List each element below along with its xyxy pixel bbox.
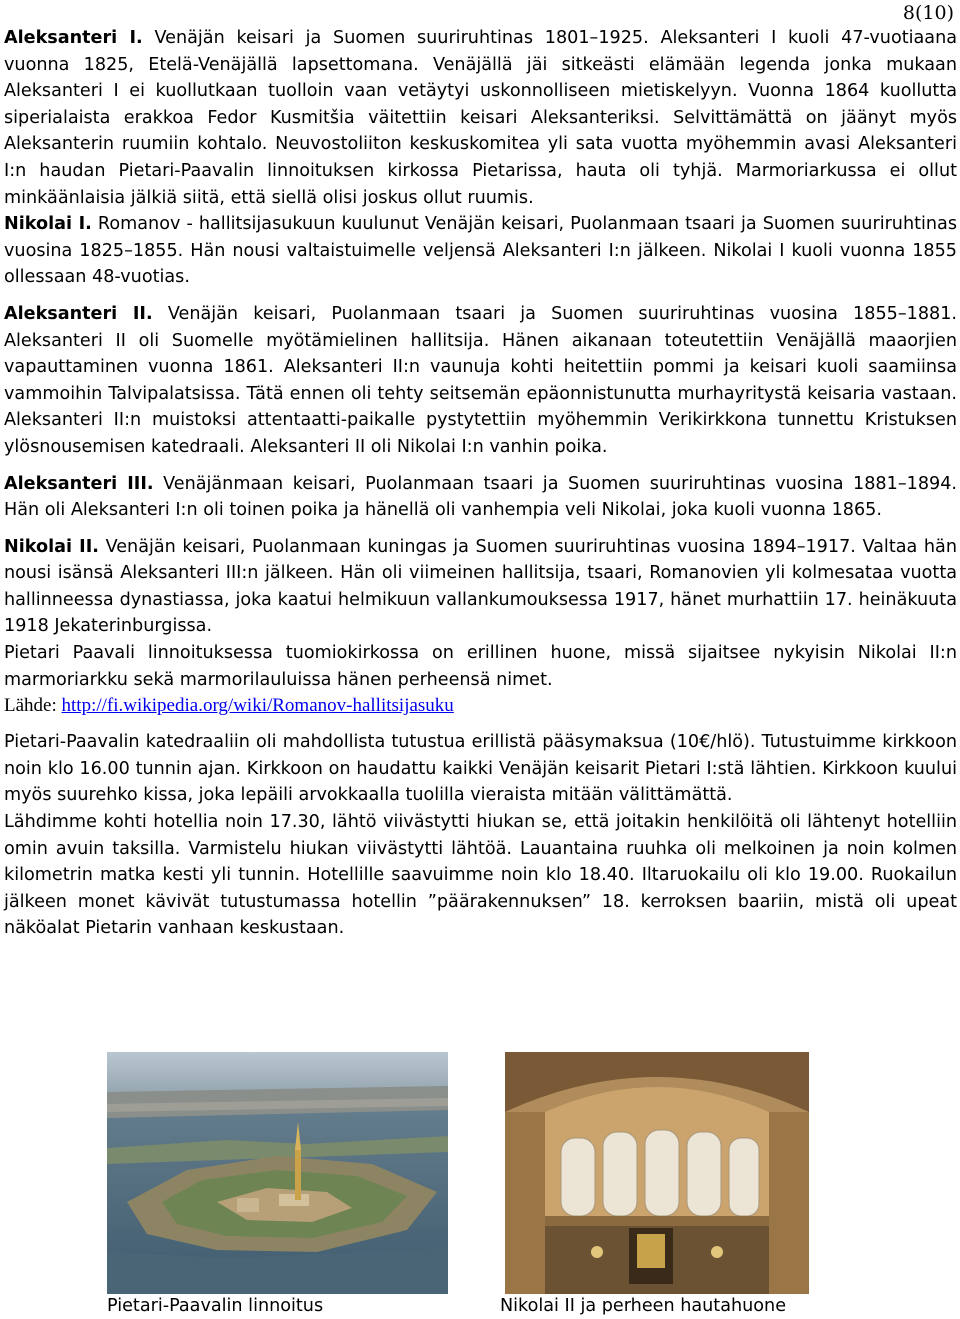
tomb-room-image — [505, 1052, 809, 1294]
section-text: Venäjän keisari, Puolanmaan tsaari ja Suomen suuriruhtinas vuosina 1855–1881. Aleksanteri II oli Suomelle myötämielinen hallitsija. Hänen aikanaan toteutettiin Venäjällä maaorjien vapauttaminen vuonna 1861. Aleksanteri II:n vaunuja kohti heitettiin pommi ja keisari kuoli saamiinsa vammoihin Talvipalatsissa. Tätä ennen oli tehty seitsemän epäonnistunutta murhayritystä keisaria vastaan. Aleksanteri II:n muistoksi attentaatti-paikalle pystytettiin myöhemmin Verikirkkona tunnettu Kristuksen ylösnousemisen katedraali. Aleksanteri II oli Nikolai I:n vanhin poika. — [4, 303, 957, 457]
section-aleksanteri-1 — [4, 25, 957, 211]
section-text: Venäjänmaan keisari, Puolanmaan tsaari ja Suomen suuriruhtinas vuosina 1881–1894. Hän oli Aleksanteri I:n oli toinen poika ja hänellä oli vanhempia veli Nikolai, joka kuoli vuonna 1865. — [4, 473, 957, 521]
fortress-caption: Pietari-Paavalin linnoitus — [107, 1296, 324, 1316]
section-aleksanteri-2 — [4, 301, 957, 461]
tomb-room-photo — [505, 1052, 809, 1294]
section-heading: Nikolai II. — [4, 536, 99, 557]
section-heading: Aleksanteri III. — [4, 473, 154, 494]
fortress-photo — [107, 1052, 448, 1294]
document-body — [4, 25, 957, 942]
paragraph-visit: Pietari-Paavalin katedraaliin oli mahdollista tutustua erillistä pääsymaksua (10€/hlö). Tutustuimme kirkkoon noin klo 16.00 tunnin ajan. Kirkkoon on haudattu kaikki Venäjän keisarit Pietari I:stä lähtien. Kirkkoon kuului myös suurehko kissa, joka lepäili arvokkaalla tuolilla vieraista mitään välittämättä. — [4, 732, 957, 806]
section-aleksanteri-3 — [4, 471, 957, 524]
page-number: 8(10) — [902, 2, 954, 24]
section-heading: Aleksanteri II. — [4, 303, 153, 324]
section-text: Venäjän keisari ja Suomen suuriruhtinas 1801–1925. Aleksanteri I kuoli 47-vuotiaana vuonna 1825, Etelä-Venäjällä lapsettomana. Venäjällä jäi sitkeästi elämään legenda jonka mukaan Aleksanteri I ei kuollutkaan tuolloin vaan vetäytyi uskonnolliseen mietiskelyyn. Vuonna 1864 kuollutta siperialaista erakkoa Fedor Kusmitšia väitettiin keisari Aleksanteriksi. Selvittämättä on jäänyt myös Aleksanterin ruumiin kohtalo. Neuvostoliiton keskuskomitea yli sata vuotta myöhemmin avasi Aleksanteri I:n haudan Pietari-Paavalin linnoituksen kirkossa Pietarissa, hauta oli tyhjä. Marmoriarkussa ei ollut minkäänlaisia jälkiä siitä, että siellä olisi joskus ollut ruumis. — [4, 28, 958, 208]
section-nikolai-1 — [4, 211, 957, 291]
tomb-caption: Nikolai II ja perheen hautahuone — [500, 1296, 787, 1316]
section-text: Romanov - hallitsijasukuun kuulunut Venäjän keisari, Puolanmaan tsaari ja Suomen suuriruhtinas vuosina 1825–1855. Hän nousi valtaistuimelle veljensä Aleksanteri I:n jälkeen. Nikolai I kuoli vuonna 1855 ollessaan 48-vuotias. — [4, 214, 957, 288]
paragraph-hotel: Lähdimme kohti hotellia noin 17.30, lähtö viivästytti hiukan se, että joitakin henkilöitä oli lähtenyt hotelliin omin avuin taksilla. Varmistelu hiukan viivästytti lähtöä. Lauantaina ruuhka oli melkoinen ja noin kolmen kilometrin matka kesti yli tunnin. Hotellille saavuimme noin klo 18.40. Iltaruokailu oli klo 19.00. Ruokailun jälkeen monet kävivät tutustumassa hotellin ”päärakennuksen” 18. kerroksen baariin, mistä oli upeat näköalat Pietarin vanhaan keskustaan. — [4, 812, 957, 939]
fortress-aerial-image — [107, 1052, 448, 1294]
section-heading: Aleksanteri I. — [4, 28, 143, 48]
paragraph-tomb: Pietari Paavali linnoituksessa tuomiokirkossa on erillinen huone, missä sijaitsee nykyisin Nikolai II:n marmoriarkku sekä marmorilauluissa hänen perheensä nimet. — [4, 643, 957, 690]
section-heading: Nikolai I. — [4, 214, 92, 235]
source-line — [4, 693, 957, 719]
section-nikolai-2 — [4, 534, 957, 640]
source-label: Lähde: — [4, 695, 62, 717]
section-text: Venäjän keisari, Puolanmaan kuningas ja Suomen suuriruhtinas vuosina 1894–1917. Valtaa hän nousi isänsä Aleksanteri III:n jälkeen. Hän oli viimeinen hallitsija, tsaari, Romanovien yli kolmesataa vuotta hallinneessa dynastiassa, joka kaatui helmikuun vallankumouksessa 1917, hänet murhattiin 17. heinäkuuta 1918 Jekaterinburgissa. — [4, 536, 957, 637]
source-link[interactable]: http://fi.wikipedia.org/wiki/Romanov-hallitsijasuku — [61, 695, 454, 717]
